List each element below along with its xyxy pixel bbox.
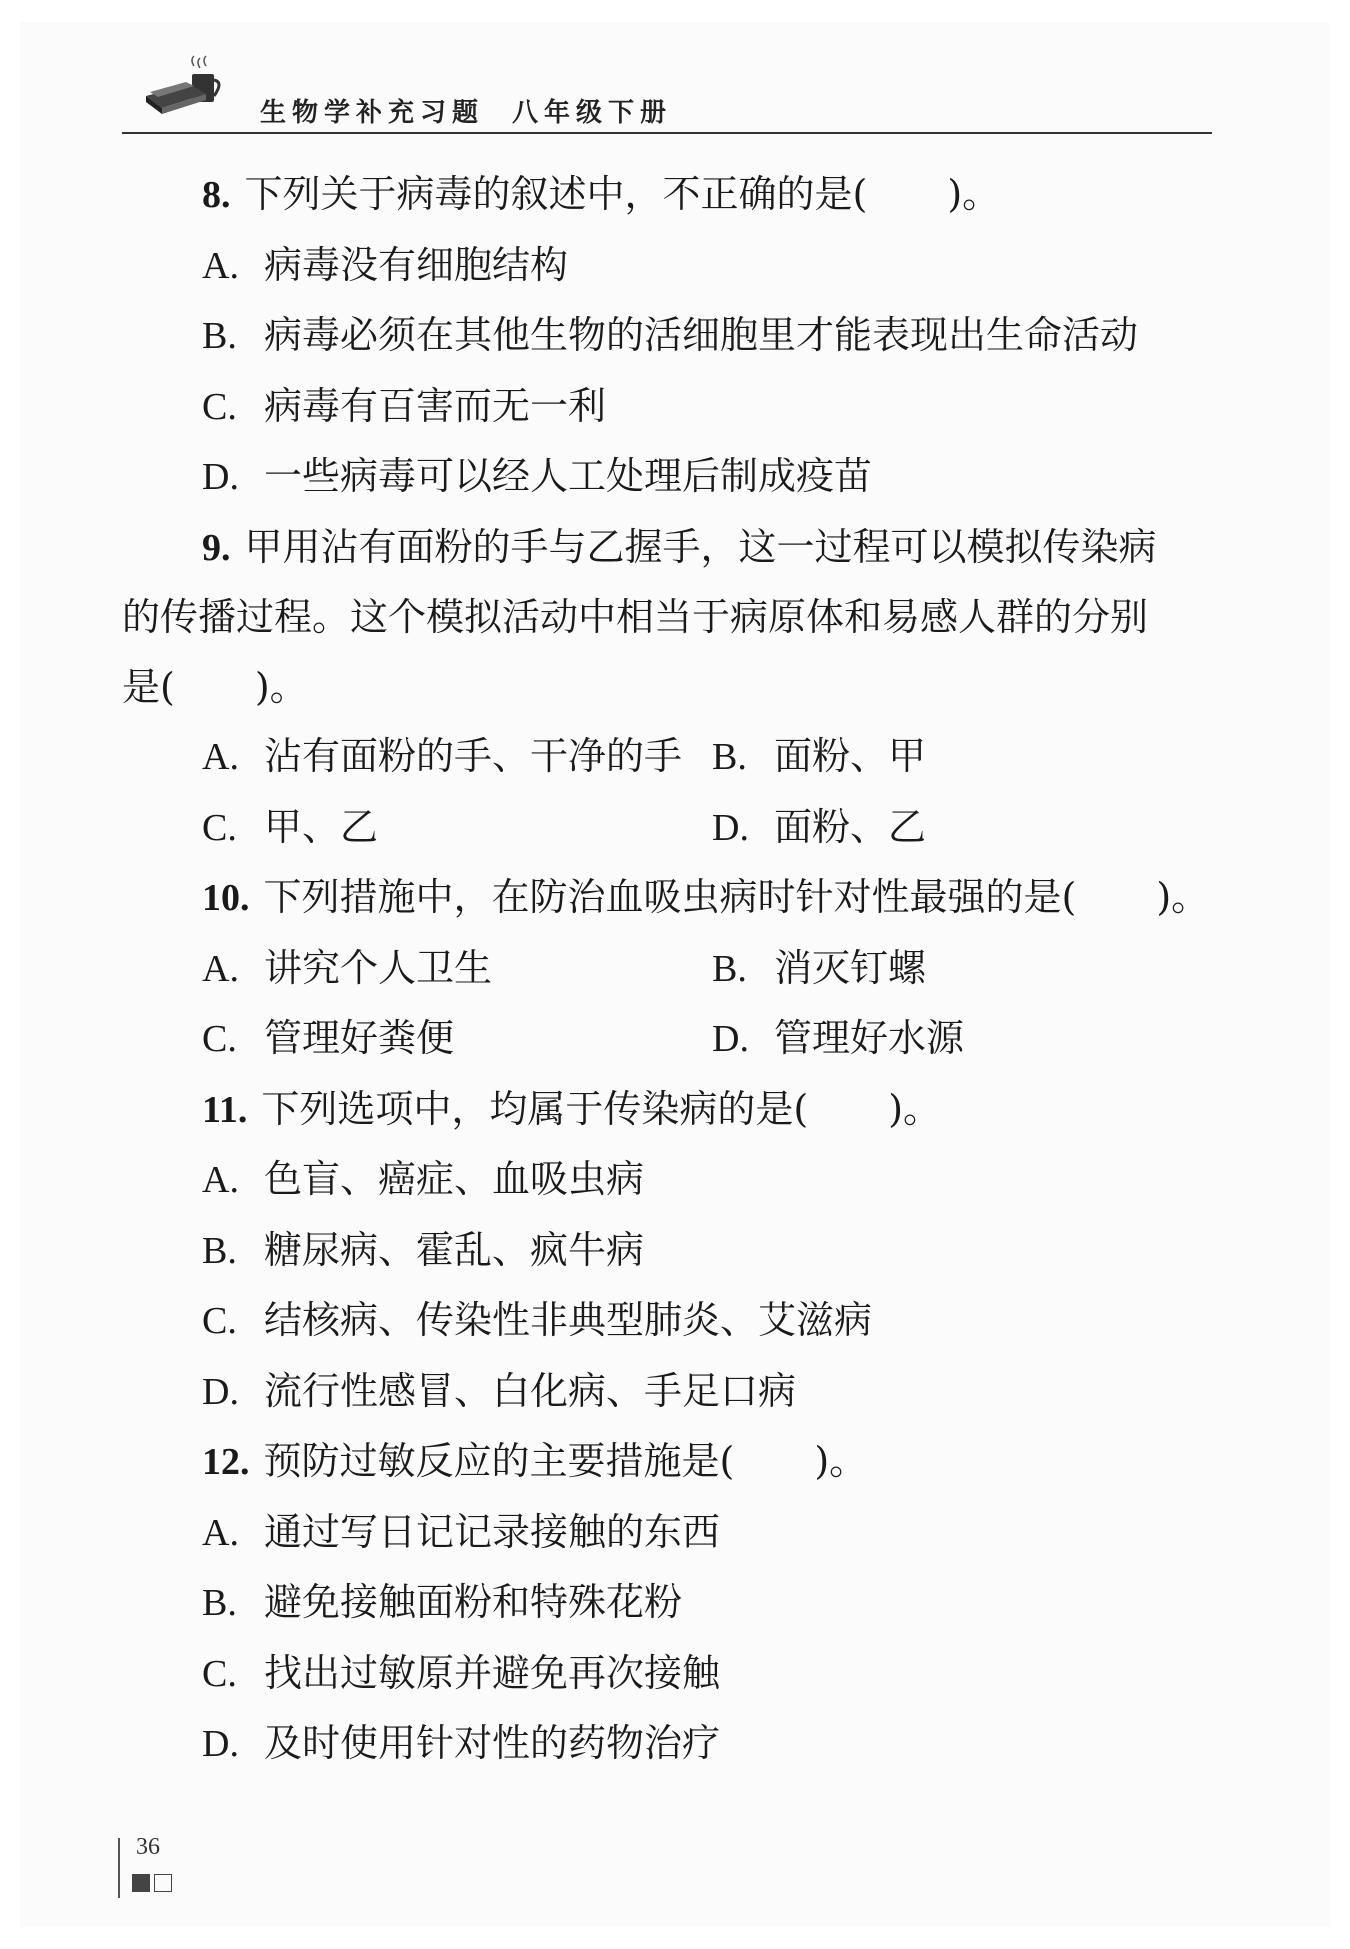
question-text-end: )。	[254, 664, 308, 709]
option-d	[712, 793, 1222, 864]
option-text: 结核病、传染性非典型肺炎、艾滋病	[264, 1298, 873, 1342]
option-letter: A.	[202, 1511, 239, 1554]
option-letter: C.	[202, 385, 237, 428]
option-letter: A.	[202, 947, 239, 990]
option-text: 通过写日记记录接触的东西	[264, 1509, 721, 1554]
question-text: 甲用沾有面粉的手与乙握手，这一过程可以模拟传染病	[244, 524, 1157, 569]
question-8	[122, 160, 1222, 513]
question-10	[122, 863, 1222, 1075]
option-letter: D.	[202, 1370, 239, 1413]
footer-rule	[118, 1838, 120, 1898]
options-row	[122, 934, 1222, 1005]
header-rule	[122, 132, 1212, 134]
option-a	[122, 1498, 1222, 1569]
option-letter: D.	[202, 456, 239, 498]
question-stem-line-2: 的传播过程。这个模拟活动中相当于病原体和易感人群的分别	[122, 595, 1149, 639]
question-stem-line-3	[122, 653, 1222, 723]
option-letter: D.	[202, 1723, 239, 1765]
filled-square-icon	[132, 1874, 150, 1892]
option-text: 面粉、乙	[774, 804, 927, 849]
question-number: 10.	[202, 877, 250, 919]
question-stem	[122, 1427, 1222, 1498]
question-stem	[122, 1075, 1222, 1146]
option-letter: D.	[712, 1018, 749, 1060]
question-stem-line-1	[122, 513, 1222, 584]
exercise-content	[122, 160, 1222, 1780]
option-b	[122, 301, 1222, 372]
option-letter: C.	[202, 1300, 237, 1342]
option-text: 消灭钉螺	[774, 945, 927, 990]
header-book-title: 生物学补充习题	[260, 98, 485, 128]
option-text: 避免接触面粉和特殊花粉	[264, 1580, 683, 1624]
option-c	[202, 793, 712, 864]
option-text: 病毒没有细胞结构	[264, 242, 569, 287]
option-a	[202, 934, 712, 1005]
question-text-end: )。	[947, 172, 1001, 216]
option-b	[122, 1568, 1222, 1639]
option-text: 病毒有百害而无一利	[264, 383, 607, 428]
empty-square-icon	[154, 1874, 172, 1892]
option-letter: A.	[202, 244, 239, 287]
option-c	[122, 1286, 1222, 1357]
header-grade: 八年级下册	[512, 98, 673, 128]
option-c	[122, 1639, 1222, 1710]
option-text: 面粉、甲	[774, 734, 927, 778]
option-letter: C.	[202, 806, 237, 849]
option-letter: B.	[712, 947, 747, 990]
book-title	[260, 92, 672, 129]
page-footer	[118, 1834, 198, 1898]
option-text: 沾有面粉的手、干净的手	[264, 734, 683, 778]
question-text: 预防过敏反应的主要措施是(	[263, 1439, 735, 1483]
option-d	[122, 1357, 1222, 1428]
option-b	[712, 934, 1222, 1005]
question-number: 8.	[202, 174, 231, 216]
page-header	[122, 40, 1212, 134]
option-d	[122, 442, 1222, 513]
option-text: 流行性感冒、白化病、手足口病	[264, 1368, 797, 1413]
books-and-cup-icon	[144, 44, 236, 124]
page-number: 36	[136, 1834, 160, 1860]
question-stem	[122, 160, 1222, 231]
option-text: 及时使用针对性的药物治疗	[264, 1721, 721, 1765]
question-number: 9.	[202, 526, 231, 569]
option-text: 病毒必须在其他生物的活细胞里才能表现出生命活动	[264, 313, 1139, 357]
question-text: 是(	[122, 664, 175, 709]
question-stem	[122, 863, 1222, 934]
option-text: 糖尿病、霍乱、疯牛病	[264, 1227, 645, 1272]
option-c	[122, 372, 1222, 443]
option-text: 色盲、癌症、血吸虫病	[264, 1157, 645, 1201]
question-number: 11.	[202, 1088, 248, 1131]
question-11	[122, 1075, 1222, 1428]
option-a	[122, 1145, 1222, 1216]
options-row	[122, 1004, 1222, 1075]
option-letter: B.	[202, 1582, 237, 1624]
option-letter: C.	[202, 1018, 237, 1060]
option-letter: B.	[202, 1229, 237, 1272]
option-b	[712, 722, 1222, 793]
question-9	[122, 513, 1222, 864]
question-text-end: )。	[814, 1439, 868, 1483]
option-text: 管理好水源	[774, 1016, 965, 1060]
option-text: 一些病毒可以经人工处理后制成疫苗	[264, 454, 873, 498]
option-letter: B.	[202, 315, 237, 357]
option-letter: B.	[712, 736, 747, 778]
question-text: 下列选项中，均属于传染病的是(	[261, 1086, 809, 1131]
option-text: 甲、乙	[264, 804, 379, 849]
option-d	[122, 1709, 1222, 1780]
option-letter: D.	[712, 806, 749, 849]
question-text: 下列关于病毒的叙述中，不正确的是(	[244, 172, 868, 216]
options-row	[122, 793, 1222, 864]
question-text-end: )。	[1156, 875, 1210, 919]
option-text: 找出过敏原并避免再次接触	[264, 1650, 721, 1695]
question-text: 下列措施中，在防治血吸虫病时针对性最强的是(	[263, 875, 1077, 919]
option-a	[202, 722, 712, 793]
option-text: 讲究个人卫生	[264, 945, 493, 990]
option-letter: A.	[202, 736, 239, 778]
option-letter: A.	[202, 1159, 239, 1201]
question-text-end: )。	[888, 1086, 942, 1131]
option-text: 管理好粪便	[264, 1016, 455, 1060]
option-d	[712, 1004, 1222, 1075]
option-c	[202, 1004, 712, 1075]
options-row	[122, 722, 1222, 793]
question-12	[122, 1427, 1222, 1780]
option-b	[122, 1216, 1222, 1287]
question-number: 12.	[202, 1441, 250, 1483]
option-a	[122, 231, 1222, 302]
option-letter: C.	[202, 1652, 237, 1695]
